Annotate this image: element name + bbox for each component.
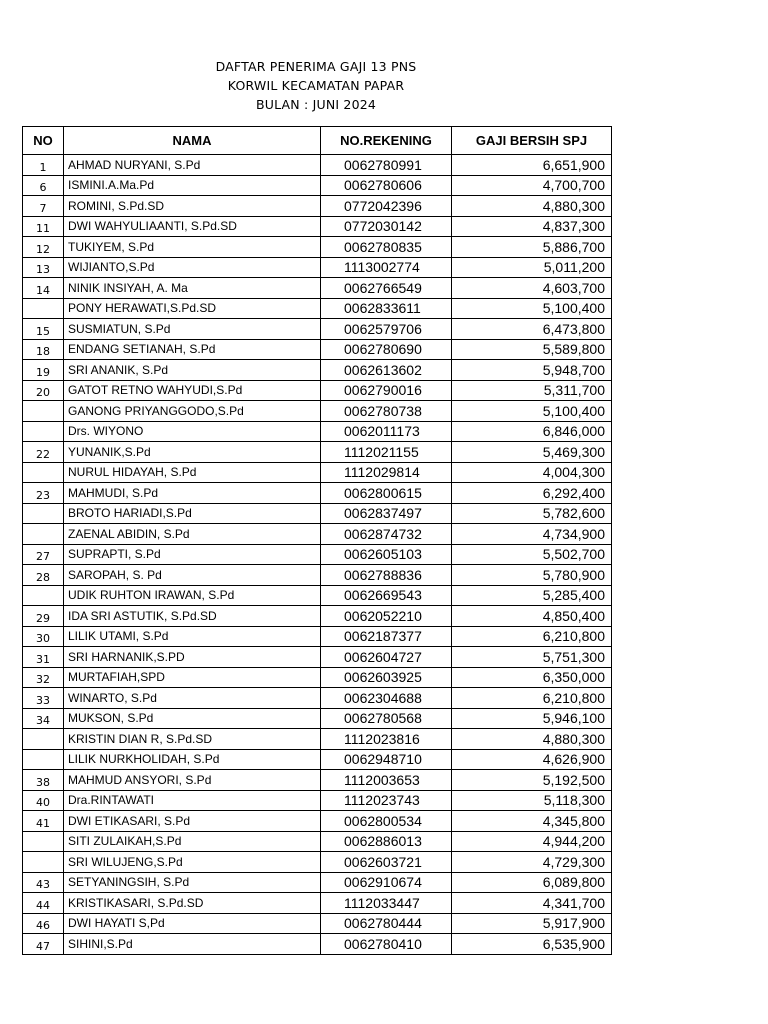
cell-nama: MAHMUD ANSYORI, S.Pd — [64, 770, 321, 791]
table-row — [23, 360, 612, 381]
table-row — [23, 585, 612, 606]
table-row — [23, 524, 612, 545]
cell-gaji: 5,946,100 — [452, 708, 612, 729]
cell-gaji: 4,345,800 — [452, 811, 612, 832]
document-header — [60, 57, 572, 114]
table-row — [23, 380, 612, 401]
cell-nama: ENDANG SETIANAH, S.Pd — [64, 339, 321, 360]
cell-no: 20 — [23, 380, 64, 401]
cell-gaji: 5,589,800 — [452, 339, 612, 360]
table-row — [23, 442, 612, 463]
cell-gaji: 5,285,400 — [452, 585, 612, 606]
column-header-rekening: NO.REKENING — [321, 127, 452, 155]
cell-rekening: 0062780568 — [321, 708, 452, 729]
table-row — [23, 401, 612, 422]
cell-gaji: 4,626,900 — [452, 749, 612, 770]
table-row — [23, 196, 612, 217]
table-row — [23, 606, 612, 627]
cell-rekening: 0062780690 — [321, 339, 452, 360]
cell-nama: IDA SRI ASTUTIK, S.Pd.SD — [64, 606, 321, 627]
cell-no: 33 — [23, 688, 64, 709]
cell-rekening: 0062800615 — [321, 483, 452, 504]
cell-nama: GATOT RETNO WAHYUDI,S.Pd — [64, 380, 321, 401]
table-row — [23, 749, 612, 770]
cell-no — [23, 585, 64, 606]
table-row — [23, 278, 612, 299]
cell-no — [23, 524, 64, 545]
table-row — [23, 216, 612, 237]
cell-no: 40 — [23, 790, 64, 811]
column-header-gaji: GAJI BERSIH SPJ — [452, 127, 612, 155]
document-title: DAFTAR PENERIMA GAJI 13 PNS — [215, 59, 417, 74]
table-row — [23, 667, 612, 688]
cell-rekening: 0062603925 — [321, 667, 452, 688]
cell-gaji: 5,948,700 — [452, 360, 612, 381]
cell-rekening: 0062886013 — [321, 831, 452, 852]
table-row — [23, 934, 612, 955]
cell-rekening: 0062833611 — [321, 298, 452, 319]
cell-rekening: 0062613602 — [321, 360, 452, 381]
table-row — [23, 852, 612, 873]
cell-gaji: 5,192,500 — [452, 770, 612, 791]
cell-rekening: 0062790016 — [321, 380, 452, 401]
table-header — [23, 127, 612, 155]
cell-nama: SRI WILUJENG,S.Pd — [64, 852, 321, 873]
cell-nama: SETYANINGSIH, S.Pd — [64, 872, 321, 893]
cell-no — [23, 401, 64, 422]
table-row — [23, 175, 612, 196]
table-row — [23, 257, 612, 278]
cell-nama: SRI ANANIK, S.Pd — [64, 360, 321, 381]
cell-no: 14 — [23, 278, 64, 299]
cell-rekening: 0062948710 — [321, 749, 452, 770]
cell-no: 13 — [23, 257, 64, 278]
table-row — [23, 155, 612, 176]
cell-nama: SAROPAH, S. Pd — [64, 565, 321, 586]
cell-rekening: 0062780606 — [321, 175, 452, 196]
cell-nama: MURTAFIAH,SPD — [64, 667, 321, 688]
table-row — [23, 544, 612, 565]
cell-nama: YUNANIK,S.Pd — [64, 442, 321, 463]
cell-gaji: 4,944,200 — [452, 831, 612, 852]
cell-no — [23, 729, 64, 750]
table-row — [23, 339, 612, 360]
cell-nama: DWI WAHYULIAANTI, S.Pd.SD — [64, 216, 321, 237]
cell-rekening: 0062579706 — [321, 319, 452, 340]
column-header-nama: NAMA — [64, 127, 321, 155]
cell-gaji: 6,210,800 — [452, 688, 612, 709]
cell-nama: DWI HAYATI S,Pd — [64, 913, 321, 934]
cell-gaji: 4,004,300 — [452, 462, 612, 483]
cell-gaji: 4,850,400 — [452, 606, 612, 627]
cell-rekening: 0062780835 — [321, 237, 452, 258]
cell-no — [23, 749, 64, 770]
table-row — [23, 729, 612, 750]
cell-no — [23, 462, 64, 483]
cell-gaji: 5,751,300 — [452, 647, 612, 668]
cell-no: 46 — [23, 913, 64, 934]
document-period: BULAN : JUNI 2024 — [255, 97, 377, 112]
cell-gaji: 4,880,300 — [452, 196, 612, 217]
cell-rekening: 1112023816 — [321, 729, 452, 750]
table-row — [23, 462, 612, 483]
cell-no: 1 — [23, 155, 64, 176]
cell-nama: SRI HARNANIK,S.PD — [64, 647, 321, 668]
table-row — [23, 790, 612, 811]
cell-no: 47 — [23, 934, 64, 955]
cell-rekening: 0062780991 — [321, 155, 452, 176]
table-row — [23, 319, 612, 340]
table-row — [23, 811, 612, 832]
cell-rekening: 0062603721 — [321, 852, 452, 873]
cell-gaji: 6,846,000 — [452, 421, 612, 442]
cell-gaji: 5,011,200 — [452, 257, 612, 278]
cell-nama: ROMINI, S.Pd.SD — [64, 196, 321, 217]
cell-no — [23, 852, 64, 873]
cell-no: 31 — [23, 647, 64, 668]
cell-no: 34 — [23, 708, 64, 729]
cell-rekening: 1112023743 — [321, 790, 452, 811]
cell-gaji: 5,502,700 — [452, 544, 612, 565]
cell-gaji: 4,880,300 — [452, 729, 612, 750]
cell-rekening: 0062788836 — [321, 565, 452, 586]
cell-nama: WINARTO, S.Pd — [64, 688, 321, 709]
table-row — [23, 237, 612, 258]
cell-rekening: 0062780738 — [321, 401, 452, 422]
cell-gaji: 6,210,800 — [452, 626, 612, 647]
cell-gaji: 6,292,400 — [452, 483, 612, 504]
table-row — [23, 708, 612, 729]
cell-rekening: 0062837497 — [321, 503, 452, 524]
cell-nama: WIJIANTO,S.Pd — [64, 257, 321, 278]
header-row — [23, 127, 612, 155]
cell-nama: LILIK UTAMI, S.Pd — [64, 626, 321, 647]
cell-nama: SIHINI,S.Pd — [64, 934, 321, 955]
cell-gaji: 5,782,600 — [452, 503, 612, 524]
cell-nama: SITI ZULAIKAH,S.Pd — [64, 831, 321, 852]
table-row — [23, 298, 612, 319]
cell-gaji: 5,311,700 — [452, 380, 612, 401]
table-body — [23, 155, 612, 955]
table-row — [23, 831, 612, 852]
cell-gaji: 4,837,300 — [452, 216, 612, 237]
cell-no: 29 — [23, 606, 64, 627]
cell-gaji: 5,780,900 — [452, 565, 612, 586]
cell-nama: PONY HERAWATI,S.Pd.SD — [64, 298, 321, 319]
cell-rekening: 1113002774 — [321, 257, 452, 278]
cell-gaji: 4,734,900 — [452, 524, 612, 545]
cell-nama: LILIK NURKHOLIDAH, S.Pd — [64, 749, 321, 770]
cell-gaji: 6,535,900 — [452, 934, 612, 955]
table-row — [23, 893, 612, 914]
table-row — [23, 565, 612, 586]
cell-rekening: 0062910674 — [321, 872, 452, 893]
cell-nama: KRISTIN DIAN R, S.Pd.SD — [64, 729, 321, 750]
cell-rekening: 0062874732 — [321, 524, 452, 545]
cell-no: 6 — [23, 175, 64, 196]
cell-no: 28 — [23, 565, 64, 586]
cell-no: 32 — [23, 667, 64, 688]
cell-no: 43 — [23, 872, 64, 893]
cell-nama: ZAENAL ABIDIN, S.Pd — [64, 524, 321, 545]
cell-rekening: 0062604727 — [321, 647, 452, 668]
table-row — [23, 688, 612, 709]
cell-no: 18 — [23, 339, 64, 360]
cell-gaji: 4,729,300 — [452, 852, 612, 873]
cell-gaji: 5,886,700 — [452, 237, 612, 258]
cell-rekening: 1112021155 — [321, 442, 452, 463]
cell-gaji: 6,651,900 — [452, 155, 612, 176]
cell-rekening: 0062011173 — [321, 421, 452, 442]
cell-no: 15 — [23, 319, 64, 340]
cell-gaji: 5,118,300 — [452, 790, 612, 811]
cell-nama: AHMAD NURYANI, S.Pd — [64, 155, 321, 176]
table-row — [23, 872, 612, 893]
cell-nama: TUKIYEM, S.Pd — [64, 237, 321, 258]
table-row — [23, 647, 612, 668]
cell-nama: UDIK RUHTON IRAWAN, S.Pd — [64, 585, 321, 606]
table-row — [23, 421, 612, 442]
cell-no: 12 — [23, 237, 64, 258]
cell-gaji: 6,089,800 — [452, 872, 612, 893]
cell-rekening: 0772030142 — [321, 216, 452, 237]
cell-nama: NINIK INSIYAH, A. Ma — [64, 278, 321, 299]
cell-no — [23, 298, 64, 319]
cell-rekening: 0062669543 — [321, 585, 452, 606]
cell-no: 7 — [23, 196, 64, 217]
cell-gaji: 4,341,700 — [452, 893, 612, 914]
cell-no — [23, 831, 64, 852]
cell-no: 41 — [23, 811, 64, 832]
cell-nama: NURUL HIDAYAH, S.Pd — [64, 462, 321, 483]
cell-rekening: 0062800534 — [321, 811, 452, 832]
cell-nama: Dra.RINTAWATI — [64, 790, 321, 811]
column-header-no: NO — [23, 127, 64, 155]
cell-no: 22 — [23, 442, 64, 463]
cell-no: 23 — [23, 483, 64, 504]
cell-nama: ISMINI.A.Ma.Pd — [64, 175, 321, 196]
cell-rekening: 1112029814 — [321, 462, 452, 483]
cell-no: 27 — [23, 544, 64, 565]
cell-rekening: 0062780410 — [321, 934, 452, 955]
cell-gaji: 5,100,400 — [452, 401, 612, 422]
cell-gaji: 6,473,800 — [452, 319, 612, 340]
cell-nama: DWI ETIKASARI, S.Pd — [64, 811, 321, 832]
cell-nama: KRISTIKASARI, S.Pd.SD — [64, 893, 321, 914]
cell-rekening: 0772042396 — [321, 196, 452, 217]
cell-gaji: 6,350,000 — [452, 667, 612, 688]
table-row — [23, 770, 612, 791]
cell-nama: MAHMUDI, S.Pd — [64, 483, 321, 504]
cell-rekening: 1112003653 — [321, 770, 452, 791]
cell-rekening: 0062187377 — [321, 626, 452, 647]
cell-rekening: 0062766549 — [321, 278, 452, 299]
cell-rekening: 0062605103 — [321, 544, 452, 565]
cell-no: 44 — [23, 893, 64, 914]
table-row — [23, 626, 612, 647]
salary-table — [22, 126, 612, 955]
table-row — [23, 503, 612, 524]
cell-nama: SUPRAPTI, S.Pd — [64, 544, 321, 565]
cell-nama: BROTO HARIADI,S.Pd — [64, 503, 321, 524]
cell-gaji: 4,603,700 — [452, 278, 612, 299]
cell-no: 19 — [23, 360, 64, 381]
cell-no — [23, 503, 64, 524]
cell-gaji: 5,469,300 — [452, 442, 612, 463]
cell-gaji: 5,917,900 — [452, 913, 612, 934]
document-subtitle: KORWIL KECAMATAN PAPAR — [227, 78, 405, 93]
cell-no: 38 — [23, 770, 64, 791]
cell-rekening: 0062780444 — [321, 913, 452, 934]
cell-nama: MUKSON, S.Pd — [64, 708, 321, 729]
cell-nama: SUSMIATUN, S.Pd — [64, 319, 321, 340]
cell-no: 30 — [23, 626, 64, 647]
cell-nama: Drs. WIYONO — [64, 421, 321, 442]
cell-gaji: 5,100,400 — [452, 298, 612, 319]
cell-nama: GANONG PRIYANGGODO,S.Pd — [64, 401, 321, 422]
cell-gaji: 4,700,700 — [452, 175, 612, 196]
cell-rekening: 0062052210 — [321, 606, 452, 627]
table-row — [23, 483, 612, 504]
cell-no — [23, 421, 64, 442]
cell-no: 11 — [23, 216, 64, 237]
cell-rekening: 1112033447 — [321, 893, 452, 914]
table-row — [23, 913, 612, 934]
cell-rekening: 0062304688 — [321, 688, 452, 709]
